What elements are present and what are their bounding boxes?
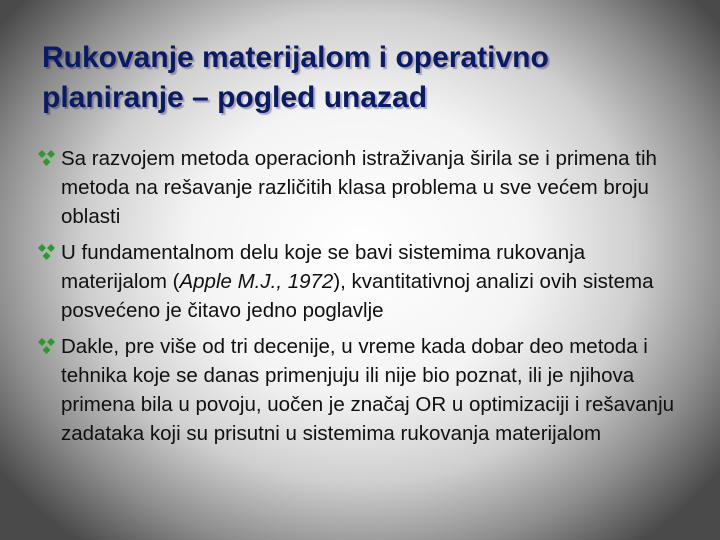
citation: Apple M.J., 1972: [179, 270, 334, 293]
bullet-item-2: [36, 238, 696, 325]
diamond-cluster-icon: [36, 243, 58, 263]
bullet-list: [36, 144, 696, 448]
diamond-cluster-icon: [36, 337, 58, 357]
bullet-item-1: [36, 144, 696, 231]
slide-title: Rukovanje materijalom i operativno planiranje – pogled unazad: [42, 41, 549, 114]
bullet-text: [61, 241, 653, 322]
bullet-text: Dakle, pre više od tri decenije, u vreme kada dobar deo metoda i tehnika koje se danas primenjuju ili nije bio poznat, ili je njihova primena bila u povoju, uočen je značaj OR u optimizaciji i rešavanju zadataka koji su prisutni u sistemima rukovanja materijalom: [61, 335, 675, 445]
bullet-item-3: [36, 332, 696, 448]
bullet-text-before: U fundamentalnom delu koje se bavi sistemima rukovanja materijalom (: [61, 241, 586, 293]
bullet-text-after: ), kvantitativnoj analizi ovih sistema posvećeno je čitavo jedno poglavlje: [61, 270, 654, 322]
bullet-text: Sa razvojem metoda operacionh istraživanja širila se i primena tih metoda na rešavanje različitih klasa problema u sve većem broju oblasti: [61, 147, 657, 228]
diamond-cluster-icon: [36, 149, 58, 169]
